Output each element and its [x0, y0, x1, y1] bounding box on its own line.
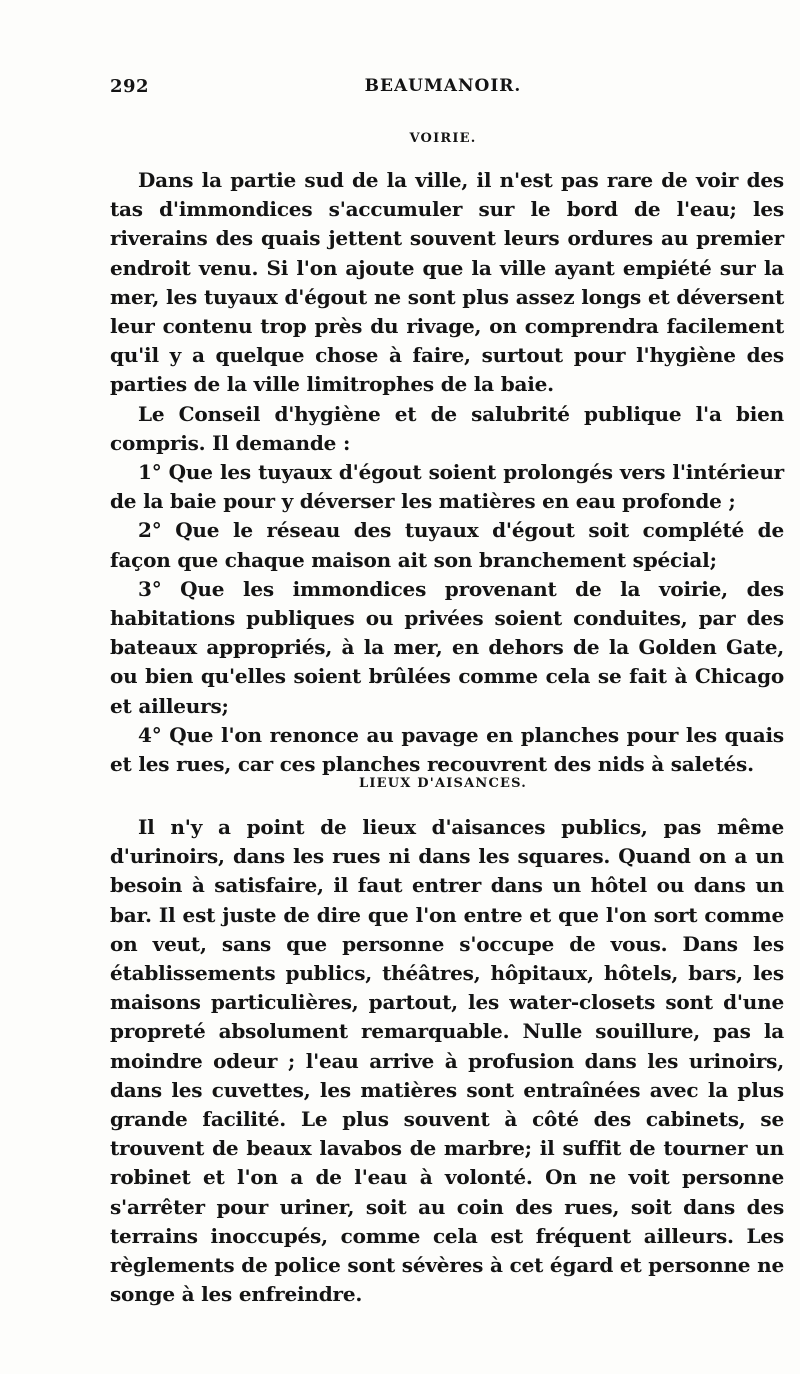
- list-item: 4° Que l'on renonce au pavage en planches pour les quais et les rues, car ces planches recouvrent des nids à saletés.: [110, 722, 784, 777]
- paragraph: Il n'y a point de lieux d'aisances publics, pas même d'urinoirs, dans les rues ni dans les squares. Quand on a un besoin à satisfaire, il faut entrer dans un hôtel ou dans un bar. Il est juste de dire que l'on entre et que l'on sort comme on veut, sans que personne s'occupe de vous. Dans les établissements publics, théâtres, hôpitaux, hôtels, bars, les maisons particulières, partout, les water-closets sont d'une propreté absolument remarquable. Nulle souillure, pas la moindre odeur ; l'eau arrive à profusion dans les urinoirs, dans les cuvettes, les matières sont entraînées avec la plus grande facilité. Le plus souvent à côté des cabinets, se trouvent de beaux lavabos de marbre; il suffit de tourner un robinet et l'on a de l'eau à volonté. On ne voit personne s'arrêter pour uriner, soit au coin des rues, soit dans des terrains inoccupés, comme cela est fréquent ailleurs. Les règlements de police sont sévères à cet égard et personne ne songe à les enfreindre.: [110, 815, 784, 1307]
- section-body-lieux-aisances: [110, 813, 784, 1309]
- section-heading-lieux-aisances: LIEUX D'AISANCES.: [359, 776, 527, 791]
- page-header: [110, 76, 776, 100]
- list-item: 2° Que le réseau des tuyaux d'égout soit complété de façon que chaque maison ait son branchement spécial;: [110, 518, 784, 572]
- list-item: 3° Que les immondices provenant de la voirie, des habitations publiques ou privées soient conduites, par des bateaux appropriés, à la mer, en dehors de la Golden Gate, ou bien qu'elles soient brûlées comme cela se fait à Chicago et ailleurs;: [110, 576, 784, 718]
- paragraph: Dans la partie sud de la ville, il n'est pas rare de voir des tas d'immondices s'accumuler sur le bord de l'eau; les riverains des quais jettent souvent leurs ordures au premier endroit venu. Si l'on ajoute que la ville ayant empiété sur la mer, les tuyaux d'égout ne sont plus assez longs et déversent leur contenu trop près du rivage, on comprendra facilement qu'il y a quelque chose à faire, surtout pour l'hygiène des parties de la ville limitrophes de la baie.: [110, 168, 784, 397]
- section-body-voirie: [110, 166, 784, 779]
- page-number: 292: [110, 76, 150, 97]
- running-title: BEAUMANOIR.: [364, 76, 522, 96]
- list-item: 1° Que les tuyaux d'égout soient prolongés vers l'intérieur de la baie pour y déverser les matières en eau profonde ;: [110, 460, 784, 514]
- paragraph: Le Conseil d'hygiène et de salubrité publique l'a bien compris. Il demande :: [110, 401, 784, 455]
- section-heading-voirie: VOIRIE.: [409, 131, 477, 146]
- demand-list: [110, 458, 784, 779]
